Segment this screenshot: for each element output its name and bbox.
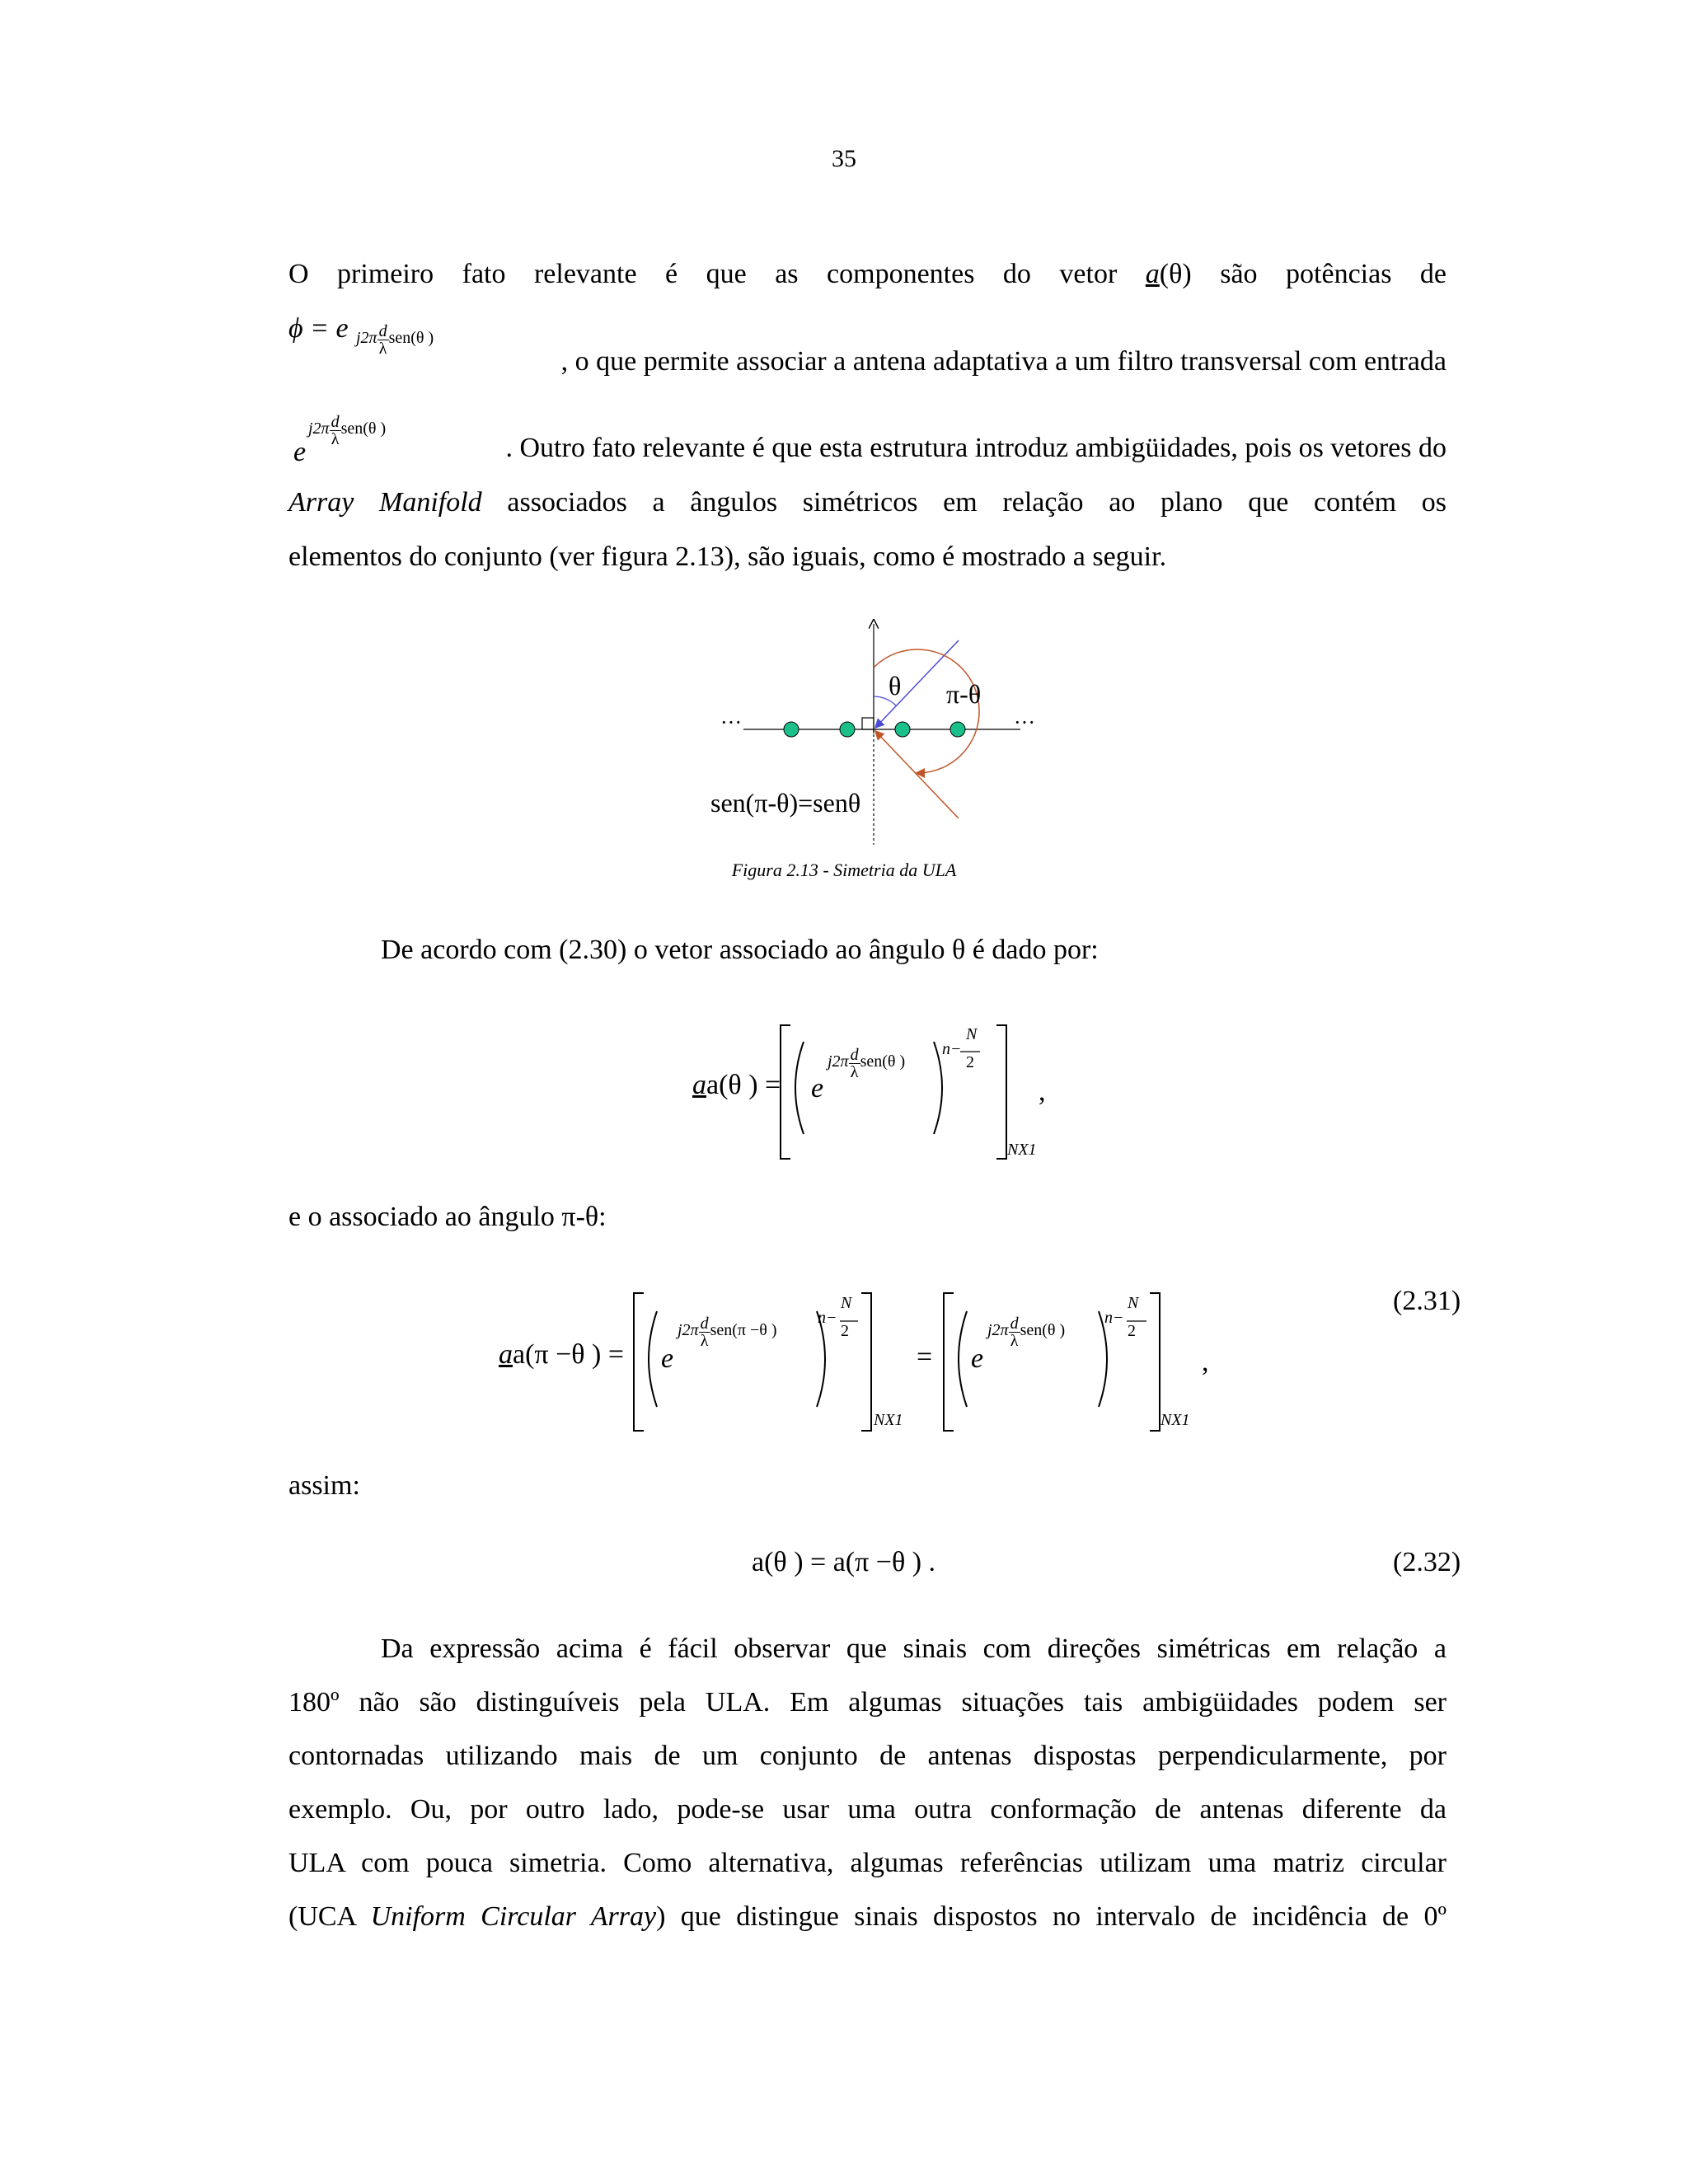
eq230-outer-2: 2 (966, 1053, 974, 1071)
eq232-number: (2.32) (1393, 1547, 1461, 1577)
eq232: a(θ ) = a(π −θ ) . (752, 1547, 936, 1577)
uca-term: Uniform Circular Array (370, 1901, 657, 1932)
incident-ray-brown (876, 732, 959, 818)
ula-symmetry-figure (709, 614, 1055, 861)
fraction-d-lambda: $\frac{d}{\lambda}$ (378, 322, 387, 358)
array-element (895, 722, 910, 737)
eq231-outer-N2: N (1128, 1294, 1139, 1312)
page-number: 35 (832, 145, 856, 172)
eq230-outer-n: n− (942, 1040, 962, 1058)
right-angle-mark (862, 718, 874, 729)
text-run: são potências de (1220, 259, 1447, 289)
phi-lhs: ϕ = e (288, 313, 349, 344)
dots-right: ··· (1014, 710, 1035, 734)
paragraph-5-line-6: (UCA Uniform Circular Array) que distingue sinais dispostos no intervalo de incidência de 0º (288, 1901, 1447, 1932)
eq231-outer-2b: 2 (1128, 1322, 1136, 1340)
paragraph-3: e o associado ao ângulo π-θ: (288, 1202, 607, 1232)
text-run: O primeiro fato relevante é que as componentes do vetor (288, 259, 1118, 289)
e-exponent: j2π $\frac{d}{\lambda}$ sen(θ ) (308, 413, 387, 448)
vector-a: a (1145, 259, 1160, 289)
eq231-exponent1: j2π $\frac{d}{\lambda}$ sen(π −θ ) (678, 1315, 777, 1350)
figure-caption: Figura 2.13 - Simetria da ULA (731, 860, 957, 880)
paragraph-1-line-3-text: . Outro fato relevante é que esta estrutura introduz ambigüidades, pois os vetores do (505, 433, 1447, 463)
eq231-number: (2.31) (1393, 1286, 1461, 1316)
array-manifold: Array Manifold (288, 487, 482, 518)
paragraph-5-line-4: exemplo. Ou, por outro lado, pode-se usar uma outra conformação de antenas diferente da (288, 1794, 1447, 1825)
eq231-outer-2a: 2 (841, 1322, 849, 1340)
vector-arg: (θ) (1159, 259, 1192, 289)
dots-left: ··· (720, 710, 742, 734)
eq230-comma: , (1039, 1076, 1046, 1107)
phi-exponent (356, 323, 434, 357)
pi-minus-theta-arc (874, 649, 982, 773)
eq231-sub1: NX1 (874, 1411, 903, 1429)
paragraph-5-line-3: contornadas utilizando mais de um conjunto de antenas dispostas perpendicularmente, por (288, 1741, 1447, 1771)
eq231-e1: e (661, 1343, 674, 1374)
eq231-outer-n2: n− (1104, 1309, 1124, 1327)
array-element (950, 722, 965, 737)
paragraph-1-line-2-text: , o que permite associar a antena adaptativa a um filtro transversal com entrada (560, 346, 1447, 377)
exp-sen: sen(θ ) (388, 329, 434, 348)
paragraph-1-line-4: Array Manifold associados a ângulos simétricos em relação ao plano que contém os (288, 487, 1447, 518)
eq230-lhs: aa(θ ) = (692, 1070, 781, 1100)
paragraph-2: De acordo com (2.30) o vetor associado ao ângulo θ é dado por: (381, 935, 1099, 965)
e-base: e (293, 437, 307, 467)
paragraph-1-line-1 (288, 258, 1447, 291)
array-element (840, 722, 855, 737)
eq230-outer-N: N (966, 1025, 978, 1043)
paragraph-4: assim: (288, 1470, 360, 1501)
eq231-outer-N1: N (841, 1294, 852, 1312)
eq230-e: e (811, 1073, 824, 1104)
paragraph-5-line-2: 180º não são distinguíveis pela ULA. Em algumas situações tais ambigüidades podem ser (288, 1687, 1447, 1718)
paragraph-1-line-5: elementos do conjunto (ver figura 2.13), são iguais, como é mostrado a seguir. (288, 541, 1167, 572)
eq231-sub2: NX1 (1160, 1411, 1190, 1429)
eq231-e2: e (971, 1343, 984, 1374)
eq230-exponent: j2π $\frac{d}{\lambda}$ sen(θ ) (828, 1046, 906, 1081)
sen-identity-label: sen(π-θ)=senθ (710, 788, 861, 818)
eq231-comma: , (1202, 1347, 1209, 1377)
pi-theta-label: π-θ (946, 679, 982, 709)
phi-definition (288, 313, 349, 344)
paragraph-5-line-5: ULA com pouca simetria. Como alternativa, algumas referências utilizam uma matriz circular (288, 1848, 1447, 1878)
eq231-exponent2: j2π $\frac{d}{\lambda}$ sen(θ ) (987, 1315, 1066, 1350)
eq231-lhs: aa(π −θ ) = (499, 1339, 625, 1370)
paragraph-5-line-1: Da expressão acima é fácil observar que sinais com direções simétricas em relação a (381, 1633, 1447, 1664)
eq231-equals: = (917, 1342, 933, 1372)
eq231-outer-n1: n− (818, 1309, 837, 1327)
eq230-sub: NX1 (1007, 1141, 1037, 1159)
theta-label: θ (889, 671, 902, 701)
array-element (784, 722, 799, 737)
exp-j2pi: j2π (356, 329, 377, 348)
